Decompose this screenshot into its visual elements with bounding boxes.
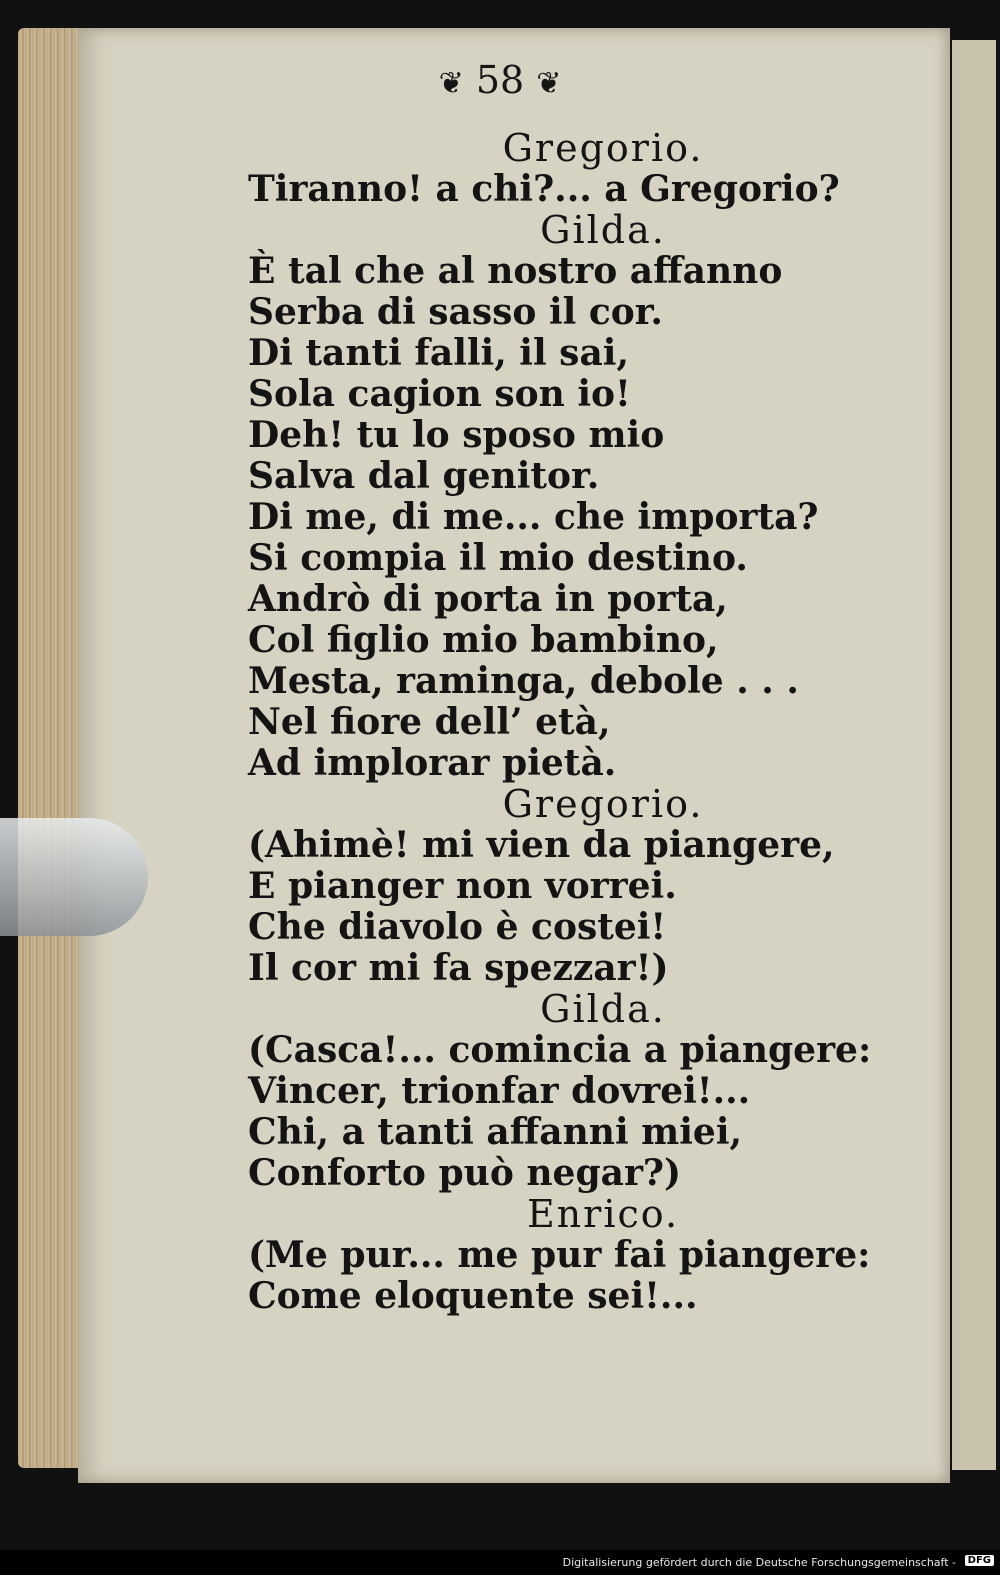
verse-line: E pianger non vorrei. [248,865,677,907]
verse-line: Conforto può negar?) [248,1152,682,1194]
verse-line: Ad implorar pietà. [248,742,617,784]
speaker-name: Gilda. [540,987,666,1031]
verse-line: (Casca!... comincia a piangere: [248,1029,872,1071]
verse-line: Vincer, trionfar dovrei!... [248,1070,751,1112]
verse-line: È tal che al nostro affanno [248,250,783,292]
facing-page-edge [952,40,996,1470]
verse-line: Si compia il mio destino. [248,537,748,579]
verse-line: (Me pur... me pur fai piangere: [248,1234,871,1276]
speaker-name: Gregorio. [502,126,704,170]
verse-line: Nel fiore dell’ età, [248,701,611,743]
footer-bar [0,1550,1000,1575]
verse-line: Salva dal genitor. [248,455,600,497]
verse-line: Di tanti falli, il sai, [248,332,629,374]
speaker-name: Gregorio. [502,782,704,826]
verse-line: (Ahimè! mi vien da piangere, [248,824,835,866]
verse-line: Deh! tu lo sposo mio [248,414,665,456]
verse-line: Col figlio mio bambino, [248,619,719,661]
dfg-logo: DFG [965,1555,994,1566]
verse-line: Come eloquente sei!... [248,1275,698,1317]
verse-line: Che diavolo è costei! [248,906,667,948]
footer-credit: Digitalisierung gefördert durch die Deutsche Forschungsgemeinschaft - [562,1556,956,1569]
verse-line: Serba di sasso il cor. [248,291,663,333]
verse-line: Sola cagion son io! [248,373,631,415]
page-number: 58 [475,58,525,102]
ornament-left-icon: ❦ [438,66,464,101]
ornament-right-icon: ❦ [536,66,562,101]
verse-line: Di me, di me... che importa? [248,496,819,538]
page-clip [0,818,148,936]
verse-line: Tiranno! a chi?... a Gregorio? [248,168,840,210]
libretto-text [248,126,872,1317]
verse-line: Mesta, raminga, debole . . . [248,660,799,702]
speaker-name: Enrico. [526,1192,680,1236]
page-number-header [0,58,1000,102]
speaker-name: Gilda. [540,208,666,252]
verse-line: Il cor mi fa spezzar!) [248,947,669,989]
verse-line: Andrò di porta in porta, [248,578,728,620]
verse-line: Chi, a tanti affanni miei, [248,1111,743,1153]
